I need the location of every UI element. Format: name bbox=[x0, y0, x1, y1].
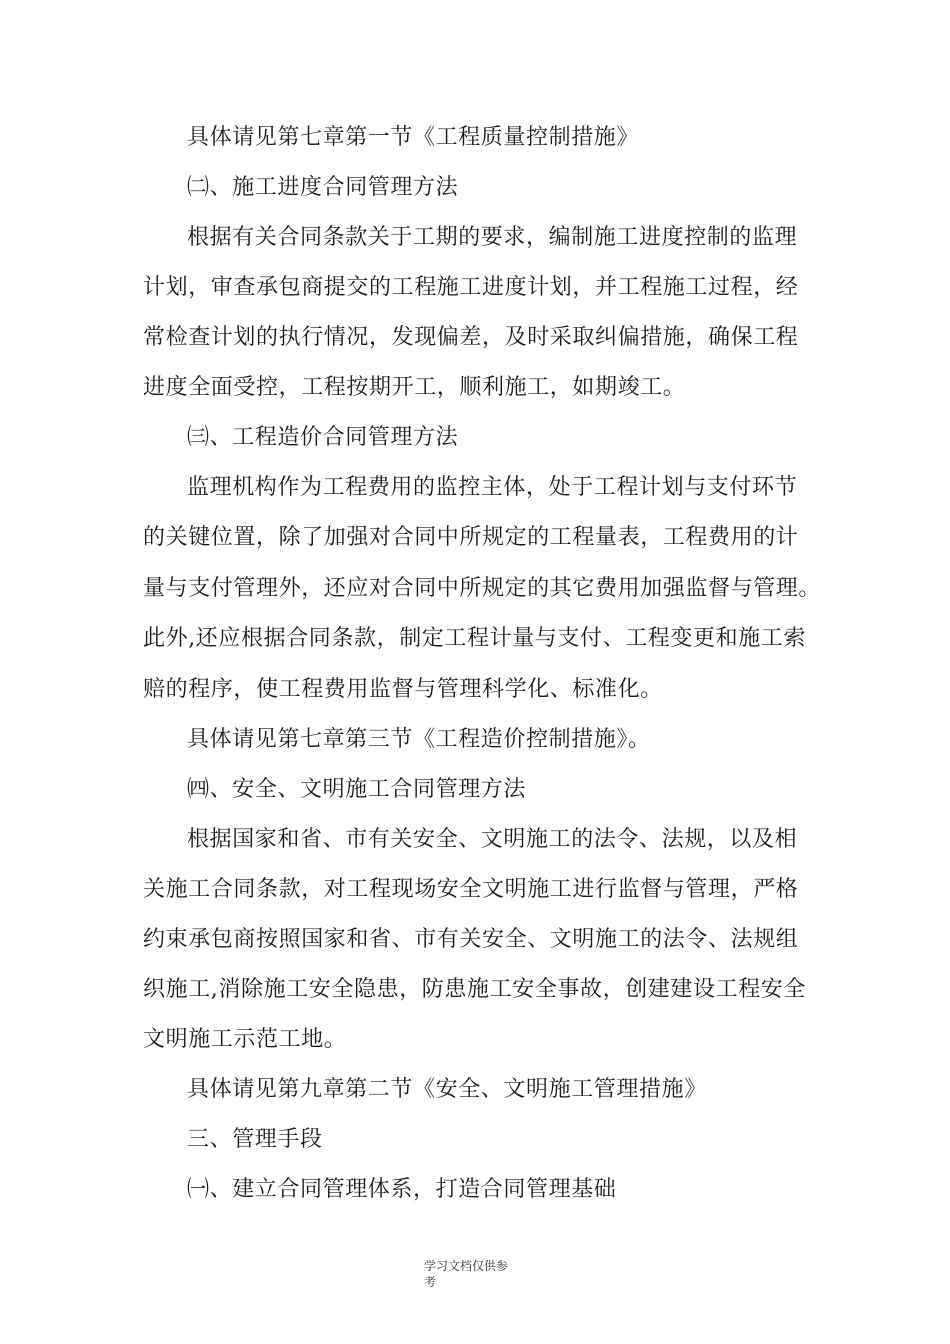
section-heading: ㈢、工程造价合同管理方法 bbox=[187, 425, 459, 450]
section-heading: ㈡、施工进度合同管理方法 bbox=[187, 175, 459, 200]
section-heading: 三、管理手段 bbox=[187, 1127, 323, 1152]
text-line: 织施工,消除施工安全隐患，防患施工安全事故，创建建设工程安全 bbox=[143, 977, 806, 1002]
text-line: 具体请见第七章第三节《工程造价控制措施》。 bbox=[187, 727, 651, 752]
text-line: 根据有关合同条款关于工期的要求，编制施工进度控制的监理 bbox=[187, 225, 798, 250]
text-line: 常检查计划的执行情况，发现偏差，及时采取纠偏措施，确保工程 bbox=[143, 325, 799, 350]
footer-line: 考 bbox=[424, 1275, 437, 1289]
text-line: 约束承包商按照国家和省、市有关安全、文明施工的法令、法规组 bbox=[143, 927, 799, 952]
text-line: 的关键位置，除了加强对合同中所规定的工程量表，工程费用的计 bbox=[143, 525, 799, 550]
footer-line: 学习文档仅供参 bbox=[424, 1259, 509, 1273]
text-line: 具体请见第九章第二节《安全、文明施工管理措施》 bbox=[187, 1077, 707, 1102]
text-line: 监理机构作为工程费用的监控主体，处于工程计划与支付环节 bbox=[187, 475, 798, 500]
text-line: 此外,还应根据合同条款，制定工程计量与支付、工程变更和施工索 bbox=[143, 626, 806, 651]
section-heading: ㈠、建立合同管理体系，打造合同管理基础 bbox=[187, 1177, 617, 1202]
text-line: 根据国家和省、市有关安全、文明施工的法令、法规，以及相 bbox=[187, 827, 798, 852]
text-line: 赔的程序，使工程费用监督与管理科学化、标准化。 bbox=[143, 677, 663, 702]
section-heading: ㈣、安全、文明施工合同管理方法 bbox=[187, 777, 527, 802]
text-line: 量与支付管理外，还应对合同中所规定的其它费用加强监督与管理。 bbox=[143, 576, 822, 601]
text-line: 进度全面受控，工程按期开工，顺利施工，如期竣工。 bbox=[143, 375, 686, 400]
text-line: 具体请见第七章第一节《工程质量控制措施》 bbox=[187, 125, 640, 150]
text-line: 计划，审查承包商提交的工程施工进度计划，并工程施工过程，经 bbox=[143, 275, 799, 300]
text-line: 文明施工示范工地。 bbox=[143, 1027, 347, 1052]
page-footer bbox=[424, 1258, 508, 1290]
text-line: 关施工合同条款，对工程现场安全文明施工进行监督与管理，严格 bbox=[143, 877, 799, 902]
